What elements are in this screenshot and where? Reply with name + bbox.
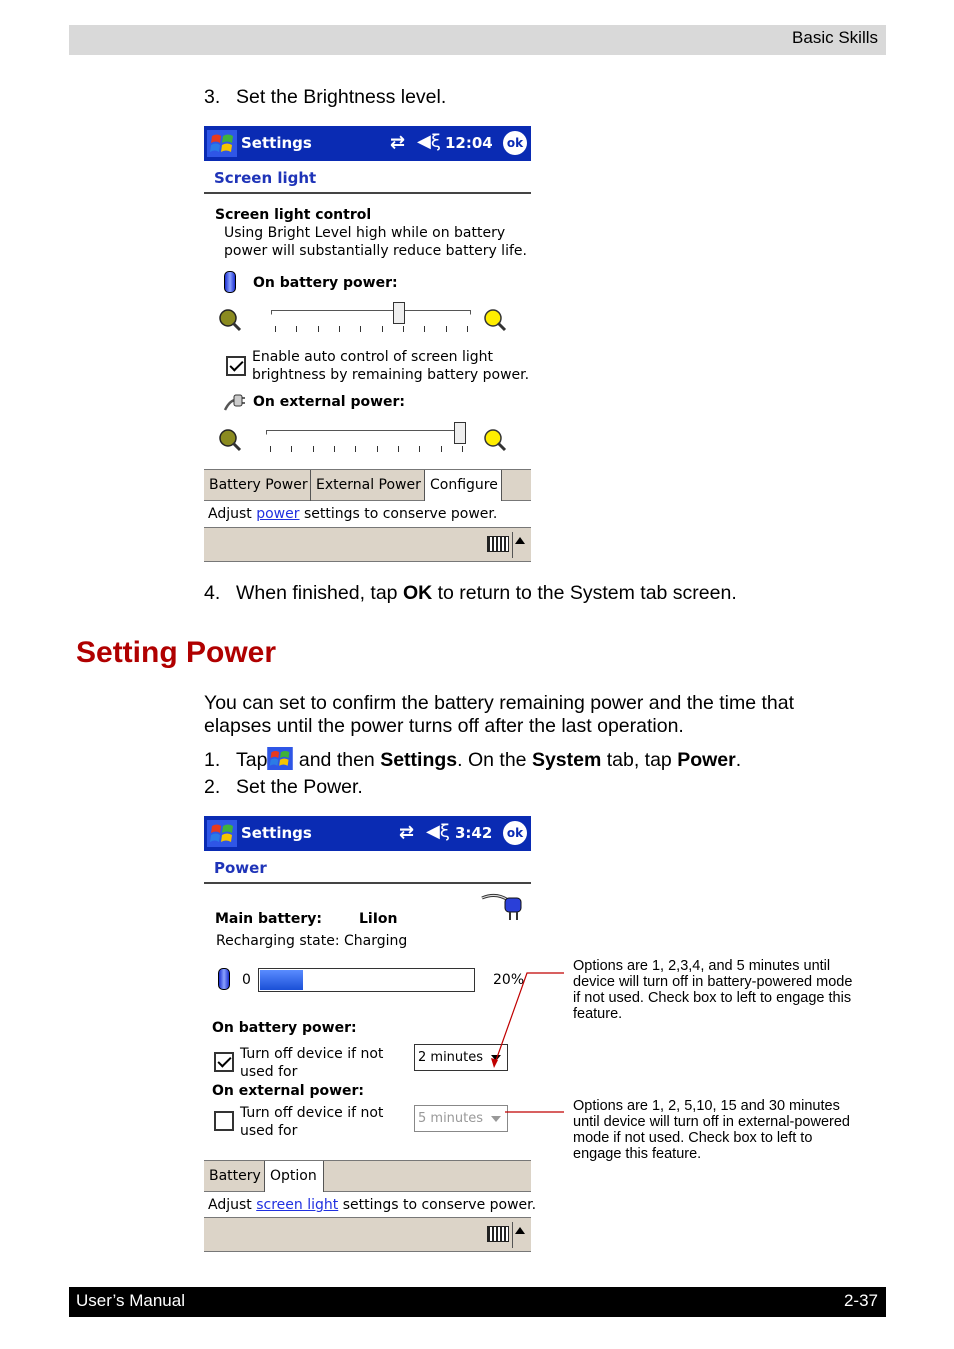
chevron-down-icon: [491, 1055, 501, 1061]
battery-turnoff-label-1: Turn off device if not: [240, 1046, 384, 1062]
callout-external-options: Options are 1, 2, 5,10, 15 and 30 minutes until device will turn off in external-powered mode if not used. Check box to left to engage this feature.: [573, 1098, 850, 1162]
clock[interactable]: 3:42: [455, 824, 493, 842]
header-section: Basic Skills: [792, 28, 878, 47]
step-3: 3. Set the Brightness level.: [204, 86, 447, 108]
slider-tick: [441, 446, 442, 452]
input-panel-bar: [204, 527, 531, 562]
battery-power-label: On battery power:: [253, 275, 398, 291]
step-2: 2. Set the Power.: [204, 776, 363, 798]
bright-bulb-icon: [483, 428, 507, 452]
external-power-label: On external power:: [212, 1083, 365, 1099]
page-header: [69, 25, 886, 55]
section-title: Setting Power: [76, 636, 277, 669]
tab-bar: [204, 1160, 531, 1192]
dim-bulb-icon: [218, 428, 242, 452]
external-brightness-slider[interactable]: [266, 424, 466, 454]
slider-tick: [270, 446, 271, 452]
slider-tick: [382, 326, 383, 332]
bar-start-label: 0: [242, 972, 251, 988]
bright-bulb-icon: [483, 308, 507, 332]
plug-icon: [480, 890, 528, 924]
slider-tick: [360, 326, 361, 332]
input-panel-bar: [204, 1217, 531, 1252]
external-power-label: On external power:: [253, 394, 406, 410]
tab-configure[interactable]: Configure: [425, 470, 502, 501]
auto-control-checkbox[interactable]: [226, 356, 246, 376]
clock[interactable]: 12:04: [445, 134, 493, 152]
page-title: Power: [214, 859, 267, 877]
app-title: Settings: [241, 134, 312, 152]
control-heading: Screen light control: [215, 207, 372, 223]
main-battery-label: Main battery:: [215, 911, 322, 927]
battery-icon: [224, 271, 236, 293]
step-4: 4. When finished, tap OK to return to the System tab screen.: [204, 582, 737, 604]
slider-tick: [446, 326, 447, 332]
callout-battery-options: Options are 1, 2,3,4, and 5 minutes until device will turn off in battery-powered mode if not used. Check box to left to engage this feature.: [573, 958, 853, 1022]
control-desc-1: Using Bright Level high while on battery: [224, 225, 506, 241]
battery-timeout-select[interactable]: 2 minutes: [414, 1044, 508, 1071]
screen-light-link[interactable]: screen light: [256, 1197, 339, 1213]
battery-percent: 20%: [493, 972, 525, 988]
divider: [204, 882, 531, 884]
slider-tick: [467, 326, 468, 332]
power-link[interactable]: power: [256, 506, 300, 522]
battery-brightness-slider[interactable]: [271, 304, 471, 334]
power-screenshot: [204, 816, 537, 1253]
adjust-note: Adjust screen light settings to conserve power.: [208, 1197, 537, 1213]
control-desc-2: power will substantially reduce battery life.: [224, 243, 527, 259]
page-footer: [69, 1287, 886, 1317]
external-turnoff-checkbox[interactable]: [214, 1111, 234, 1131]
keyboard-icon[interactable]: [487, 1226, 509, 1242]
battery-turnoff-checkbox[interactable]: [214, 1052, 234, 1072]
footer-manual: User’s Manual: [76, 1291, 185, 1310]
slider-tick: [398, 446, 399, 452]
auto-control-label-1: Enable auto control of screen light: [252, 349, 494, 365]
external-turnoff-label-2: used for: [240, 1123, 298, 1139]
slider-tick: [296, 326, 297, 332]
tab-option[interactable]: Option: [265, 1161, 324, 1192]
chevron-down-icon: [491, 1116, 501, 1122]
intro-paragraph: You can set to confirm the battery remaining power and the time that elapses until the power turns off after the last operation.: [204, 692, 795, 737]
auto-control-label-2: brightness by remaining battery power.: [252, 367, 530, 383]
plug-icon: [222, 390, 246, 414]
slider-tick: [291, 446, 292, 452]
slider-tick: [424, 326, 425, 332]
up-arrow-icon[interactable]: [515, 537, 525, 544]
slider-tick: [313, 446, 314, 452]
slider-tick: [355, 446, 356, 452]
ok-button[interactable]: ok: [503, 131, 527, 155]
windows-flag-icon[interactable]: [207, 130, 237, 157]
slider-tick: [419, 446, 420, 452]
battery-turnoff-label-2: used for: [240, 1064, 298, 1080]
slider-tick: [403, 326, 404, 332]
slider-tick: [275, 326, 276, 332]
battery-icon: [218, 968, 230, 990]
windows-flag-icon: [267, 747, 293, 770]
up-arrow-icon[interactable]: [515, 1227, 525, 1234]
slider-thumb[interactable]: [393, 302, 405, 324]
page-title: Screen light: [214, 169, 317, 187]
slider-tick: [377, 446, 378, 452]
tab-external-power[interactable]: External Power: [311, 470, 425, 501]
ok-button[interactable]: ok: [503, 821, 527, 845]
keyboard-icon[interactable]: [487, 536, 509, 552]
slider-tick: [318, 326, 319, 332]
page-number: 2-37: [843, 1291, 878, 1310]
external-turnoff-label-1: Turn off device if not: [240, 1105, 384, 1121]
tab-bar: [204, 469, 531, 501]
tab-battery-power[interactable]: Battery Power: [204, 470, 311, 501]
screen-light-screenshot: [204, 126, 531, 562]
tab-battery[interactable]: Battery: [204, 1161, 265, 1192]
divider: [204, 192, 531, 194]
slider-tick: [339, 326, 340, 332]
sync-icon[interactable]: ⇄: [390, 132, 406, 153]
battery-power-label: On battery power:: [212, 1020, 357, 1036]
adjust-note: Adjust power settings to conserve power.: [208, 506, 498, 522]
sync-icon[interactable]: ⇄: [399, 822, 415, 843]
external-timeout-select[interactable]: 5 minutes: [414, 1105, 508, 1132]
title-bar: [204, 816, 531, 851]
slider-thumb[interactable]: [454, 422, 466, 444]
app-title: Settings: [241, 824, 312, 842]
speaker-icon[interactable]: ◀ξ: [426, 821, 450, 842]
dim-bulb-icon: [218, 308, 242, 332]
recharging-state: Recharging state: Charging: [216, 933, 408, 949]
step-1: 1. Tap and then Settings. On the System tab, tap Power.: [204, 749, 742, 771]
battery-type: LiIon: [359, 911, 398, 927]
title-bar: [204, 126, 531, 161]
windows-flag-icon[interactable]: [207, 820, 237, 847]
slider-tick: [462, 446, 463, 452]
speaker-icon[interactable]: ◀ξ: [417, 131, 441, 152]
battery-level-bar: [258, 968, 475, 992]
slider-tick: [334, 446, 335, 452]
